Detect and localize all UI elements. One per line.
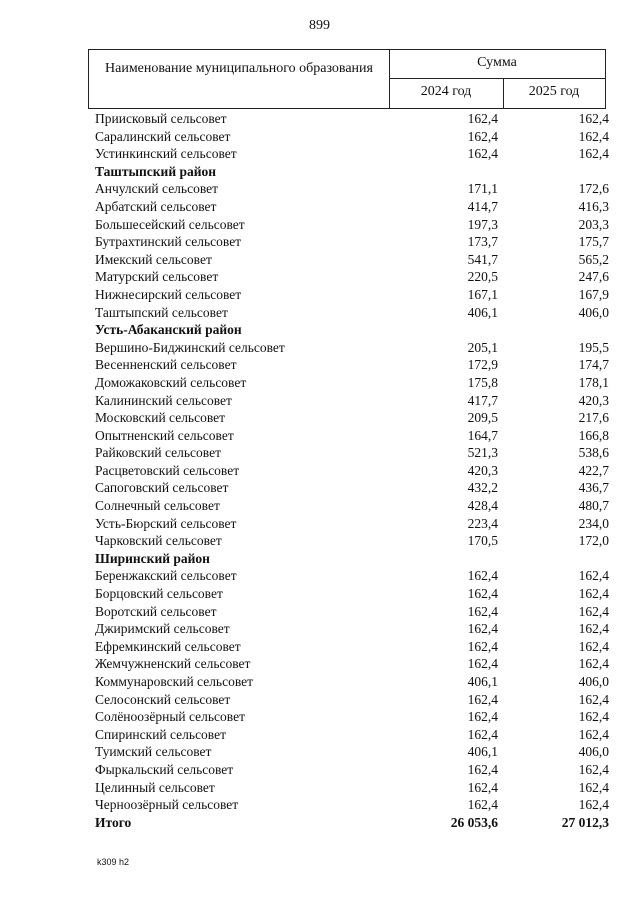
- value-2025: 162,4: [578, 128, 609, 144]
- municipality-name: Черноозёрный сельсовет: [95, 797, 239, 813]
- value-2025: 195,5: [578, 339, 609, 355]
- municipality-name: Опытненский сельсовет: [95, 427, 234, 443]
- value-2024: 162,4: [467, 638, 498, 654]
- value-2024: 414,7: [467, 198, 498, 214]
- value-2025: 203,3: [578, 216, 609, 232]
- municipality-name: Расцветовский сельсовет: [95, 462, 240, 478]
- table-body: [95, 110, 610, 831]
- municipality-name: Воротский сельсовет: [95, 603, 217, 619]
- value-2024: 223,4: [467, 515, 498, 531]
- table-row: [95, 180, 610, 198]
- value-2025: 565,2: [578, 251, 609, 267]
- table-header: [88, 49, 606, 109]
- value-2025: 175,7: [578, 234, 609, 250]
- table-row: [95, 251, 610, 269]
- table-row: [95, 268, 610, 286]
- table-row: [95, 128, 610, 146]
- value-2024: 164,7: [467, 427, 498, 443]
- header-sum-column: Сумма: [477, 55, 517, 70]
- value-2025: 178,1: [578, 374, 609, 390]
- value-2024: 162,4: [467, 656, 498, 672]
- value-2025: 162,4: [578, 638, 609, 654]
- value-2024: 220,5: [467, 269, 498, 285]
- value-2024: 162,4: [467, 146, 498, 162]
- table-row: [95, 409, 610, 427]
- district-name: Ширинский район: [95, 550, 210, 566]
- municipality-name: Саралинский сельсовет: [95, 128, 231, 144]
- municipality-name: Доможаковский сельсовет: [95, 374, 247, 390]
- table-row: [95, 374, 610, 392]
- value-2024: 162,4: [467, 726, 498, 742]
- value-2024: 162,4: [467, 128, 498, 144]
- table-row: [95, 515, 610, 533]
- value-2025: 217,6: [578, 410, 609, 426]
- table-row: [95, 796, 610, 814]
- value-2024: 417,7: [467, 392, 498, 408]
- value-2025: 162,4: [578, 586, 609, 602]
- value-2025: 406,0: [578, 304, 609, 320]
- table-row: [95, 462, 610, 480]
- value-2025: 162,4: [578, 761, 609, 777]
- value-2024: 541,7: [467, 251, 498, 267]
- table-row: [95, 497, 610, 515]
- table-row: [95, 110, 610, 128]
- total-row: [95, 814, 610, 832]
- table-row: [95, 726, 610, 744]
- municipality-name: Анчулский сельсовет: [95, 181, 219, 197]
- header-year-2025: 2025 год: [528, 84, 580, 99]
- municipality-name: Большесейский сельсовет: [95, 216, 245, 232]
- value-2024: 162,4: [467, 797, 498, 813]
- table-row: [95, 532, 610, 550]
- table-row: [95, 427, 610, 445]
- value-2024: 432,2: [467, 480, 498, 496]
- table-row: [95, 339, 610, 357]
- municipality-name: Арбатский сельсовет: [95, 198, 217, 214]
- value-2024: 428,4: [467, 498, 498, 514]
- municipality-name: Жемчужненский сельсовет: [95, 656, 251, 672]
- municipality-name: Калининский сельсовет: [95, 392, 232, 408]
- footer-code: k309 h2: [97, 857, 130, 867]
- table-row: [95, 691, 610, 709]
- table-row: [95, 708, 610, 726]
- total-2024: 26 053,6: [450, 814, 498, 830]
- municipality-name: Ефремкинский сельсовет: [95, 638, 241, 654]
- municipality-name: Фыркальский сельсовет: [95, 761, 234, 777]
- value-2024: 406,1: [467, 304, 498, 320]
- district-heading-row: [95, 163, 610, 181]
- total-label: Итого: [95, 814, 132, 830]
- municipality-name: Целинный сельсовет: [95, 779, 215, 795]
- municipality-name: Солнечный сельсовет: [95, 498, 220, 514]
- value-2024: 162,4: [467, 709, 498, 725]
- municipality-name: Московский сельсовет: [95, 410, 226, 426]
- value-2024: 406,1: [467, 674, 498, 689]
- municipality-name: Джиримский сельсовет: [95, 621, 230, 637]
- value-2025: 162,4: [578, 797, 609, 813]
- value-2024: 162,4: [467, 761, 498, 777]
- value-2025: 162,4: [578, 726, 609, 742]
- table-row: [95, 638, 610, 656]
- municipality-name: Беренжакский сельсовет: [95, 568, 237, 584]
- value-2025: 166,8: [578, 427, 609, 443]
- municipality-name: Устинкинский сельсовет: [95, 146, 237, 162]
- value-2025: 162,4: [578, 111, 609, 126]
- value-2024: 406,1: [467, 744, 498, 760]
- table-row: [95, 655, 610, 673]
- value-2024: 162,4: [467, 586, 498, 602]
- municipality-name: Борцовский сельсовет: [95, 586, 223, 602]
- table-row: [95, 392, 610, 410]
- table-row: [95, 567, 610, 585]
- table-row: [95, 620, 610, 638]
- municipality-name: Вершино-Биджинский сельсовет: [95, 339, 285, 355]
- value-2024: 170,5: [467, 533, 498, 549]
- value-2025: 162,4: [578, 779, 609, 795]
- header-year-2024: 2024 год: [420, 84, 472, 99]
- value-2025: 162,4: [578, 691, 609, 707]
- value-2024: 209,5: [467, 410, 498, 426]
- value-2024: 172,9: [467, 357, 498, 373]
- district-heading-row: [95, 550, 610, 568]
- table-row: [95, 779, 610, 797]
- municipality-name: Имекский сельсовет: [95, 251, 212, 267]
- value-2025: 162,4: [578, 146, 609, 162]
- value-2025: 406,0: [578, 744, 609, 760]
- municipality-name: Весенненский сельсовет: [95, 357, 237, 373]
- total-2025: 27 012,3: [561, 814, 609, 830]
- municipality-name: Солёноозёрный сельсовет: [95, 709, 245, 725]
- value-2025: 406,0: [578, 674, 609, 689]
- value-2025: 162,4: [578, 656, 609, 672]
- table-row: [95, 198, 610, 216]
- header-sum-divider: [389, 78, 605, 79]
- value-2025: 167,9: [578, 286, 609, 302]
- value-2024: 162,4: [467, 779, 498, 795]
- district-name: Таштыпский район: [95, 163, 217, 179]
- table-row: [95, 673, 610, 691]
- value-2025: 420,3: [578, 392, 609, 408]
- table-row: [95, 444, 610, 462]
- municipality-name: Коммунаровский сельсовет: [95, 674, 254, 689]
- municipality-name: Усть-Бюрский сельсовет: [95, 515, 237, 531]
- value-2025: 422,7: [578, 462, 609, 478]
- table-row: [95, 356, 610, 374]
- municipality-name: Матурский сельсовет: [95, 269, 219, 285]
- value-2025: 416,3: [578, 198, 609, 214]
- municipality-name: Сапоговский сельсовет: [95, 480, 229, 496]
- value-2025: 538,6: [578, 445, 609, 461]
- value-2024: 162,4: [467, 568, 498, 584]
- value-2024: 171,1: [467, 181, 498, 197]
- municipality-name: Таштыпский сельсовет: [95, 304, 228, 320]
- value-2024: 162,4: [467, 691, 498, 707]
- municipality-name: Спиринский сельсовет: [95, 726, 226, 742]
- table-row: [95, 233, 610, 251]
- municipality-name: Чарковский сельсовет: [95, 533, 222, 549]
- value-2025: 174,7: [578, 357, 609, 373]
- municipality-name: Райковский сельсовет: [95, 445, 221, 461]
- table-row: [95, 286, 610, 304]
- value-2025: 247,6: [578, 269, 609, 285]
- value-2024: 167,1: [467, 286, 498, 302]
- value-2025: 162,4: [578, 621, 609, 637]
- value-2024: 173,7: [467, 234, 498, 250]
- table-row: [95, 304, 610, 322]
- municipality-name: Нижнесирский сельсовет: [95, 286, 242, 302]
- value-2025: 162,4: [578, 709, 609, 725]
- table-row: [95, 761, 610, 779]
- value-2024: 162,4: [467, 603, 498, 619]
- value-2025: 162,4: [578, 603, 609, 619]
- value-2024: 197,3: [467, 216, 498, 232]
- table-row: [95, 216, 610, 234]
- value-2025: 162,4: [578, 568, 609, 584]
- value-2024: 420,3: [467, 462, 498, 478]
- value-2025: 172,6: [578, 181, 609, 197]
- value-2024: 175,8: [467, 374, 498, 390]
- value-2025: 480,7: [578, 498, 609, 514]
- table-row: [95, 603, 610, 621]
- table-row: [95, 145, 610, 163]
- value-2025: 436,7: [578, 480, 609, 496]
- header-name-column: Наименование муниципального образования: [105, 61, 373, 76]
- value-2024: 162,4: [467, 621, 498, 637]
- value-2024: 521,3: [467, 445, 498, 461]
- municipality-name: Туимский сельсовет: [95, 744, 212, 760]
- municipality-name: Селосонский сельсовет: [95, 691, 231, 707]
- value-2024: 205,1: [467, 339, 498, 355]
- value-2025: 234,0: [578, 515, 609, 531]
- municipality-name: Приисковый сельсовет: [95, 111, 227, 126]
- value-2025: 172,0: [578, 533, 609, 549]
- value-2024: 162,4: [467, 111, 498, 126]
- table-row: [95, 743, 610, 761]
- page-number: 899: [309, 18, 330, 33]
- district-name: Усть-Абаканский район: [95, 322, 242, 338]
- municipality-name: Бутрахтинский сельсовет: [95, 234, 242, 250]
- table-row: [95, 585, 610, 603]
- table-row: [95, 479, 610, 497]
- district-heading-row: [95, 321, 610, 339]
